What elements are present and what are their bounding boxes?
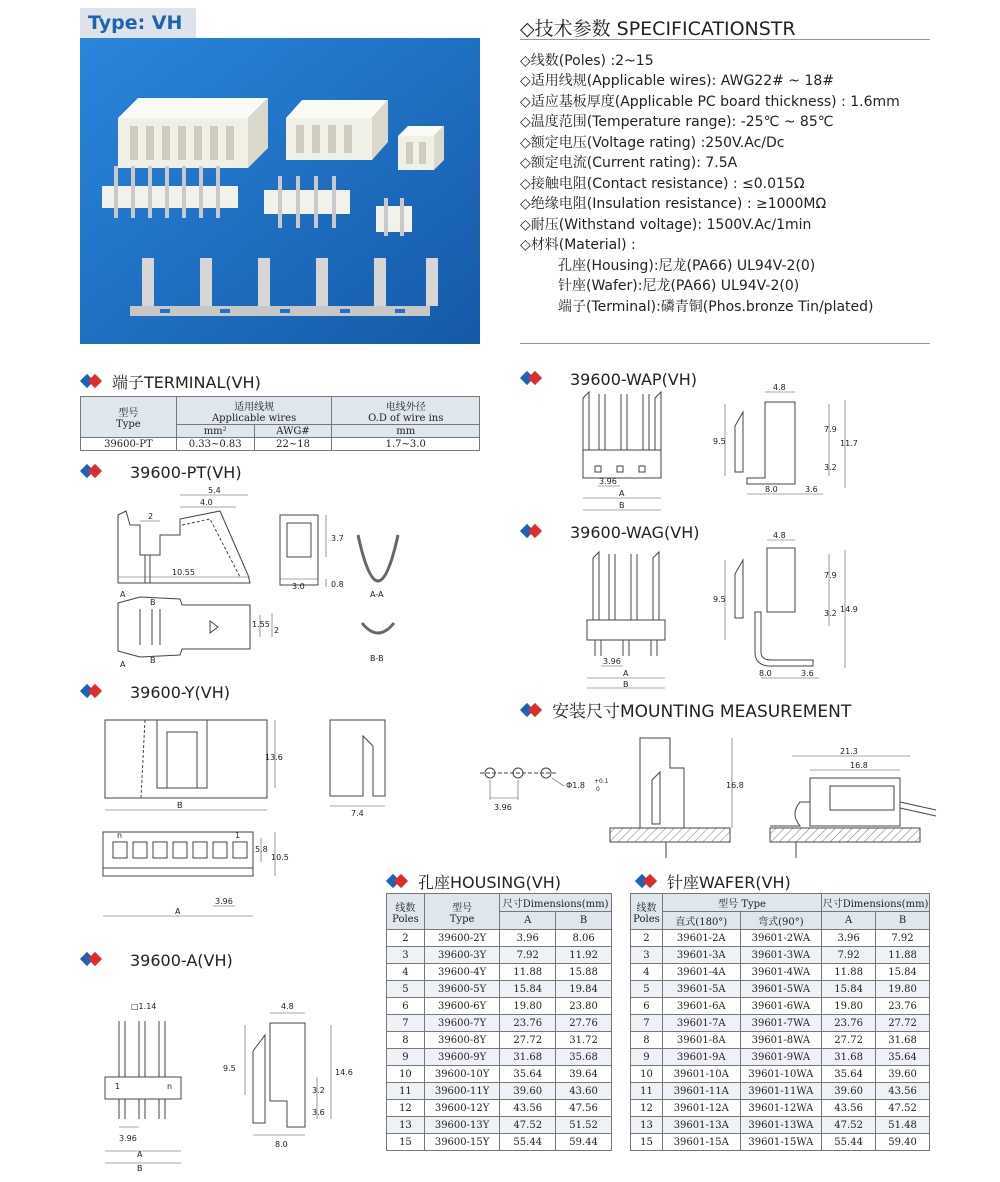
section-terminal (80, 370, 261, 393)
table-cell: 55.44 (500, 1134, 556, 1151)
table-cell: 39601-2WA (740, 930, 822, 947)
table-row: 39600-PT 0.33~0.83 22~18 1.7~3.0 (81, 438, 480, 451)
table-cell: 55.44 (822, 1134, 876, 1151)
pt-label-a-top: A (120, 590, 126, 599)
table-row (387, 947, 612, 964)
table-cell: 39601-11WA (740, 1083, 822, 1100)
wag-dim-3-6: 3.6 (801, 669, 814, 678)
table-cell: 39601-12WA (740, 1100, 822, 1117)
table-cell: 47.52 (876, 1100, 930, 1117)
table-cell: 39601-12A (662, 1100, 740, 1117)
wafer-header-type: 型号 Type (662, 894, 821, 912)
table-cell: 39600-3Y (424, 947, 499, 964)
terminal-table (80, 396, 480, 451)
pt-label-a-bottom: A (120, 660, 126, 669)
table-cell: 39600-9Y (424, 1049, 499, 1066)
y-dim-13-6: 13.6 (265, 753, 283, 762)
table-row (387, 1066, 612, 1083)
spec-material-terminal: 端子(Terminal):磷青铜(Phos.bronze Tin/plated) (558, 299, 874, 315)
table-row (631, 1066, 930, 1083)
table-cell: 39601-8WA (740, 1032, 822, 1049)
spec-material-wafer: 针座(Wafer):尼龙(PA66) UL94V-2(0) (558, 278, 800, 294)
table-cell: 4 (387, 964, 425, 981)
table-cell: 35.64 (822, 1066, 876, 1083)
table-cell: 9 (387, 1049, 425, 1066)
table-cell: 39600-11Y (424, 1083, 499, 1100)
housing-header-b: B (556, 912, 612, 930)
table-cell: 2 (387, 930, 425, 947)
wafer-header-dim: 尺寸Dimensions(mm) (822, 894, 930, 912)
table-cell: 7 (631, 1015, 663, 1032)
table-cell: 15 (387, 1134, 425, 1151)
table-cell: 43.56 (822, 1100, 876, 1117)
terminal-header-mm: mm (332, 425, 480, 438)
table-cell: 15.88 (556, 964, 612, 981)
wag-dim-7-9: 7.9 (824, 571, 837, 580)
table-cell: 23.76 (876, 998, 930, 1015)
housing-table (386, 893, 612, 1151)
section-mounting-title: 安装尺寸MOUNTING MEASUREMENT (552, 702, 852, 722)
table-cell: 39601-11A (662, 1083, 740, 1100)
housing-header-a: A (500, 912, 556, 930)
table-cell: 39.60 (876, 1066, 930, 1083)
table-row (631, 1134, 930, 1151)
mount-dim-16-8b: 16.8 (850, 761, 868, 770)
table-cell: 11.88 (822, 964, 876, 981)
table-cell: 11 (387, 1083, 425, 1100)
pt-label-b-top: B (150, 598, 156, 607)
a-dim-3-6: 3.6 (312, 1108, 325, 1117)
table-cell: 7.92 (822, 947, 876, 964)
table-row (631, 964, 930, 981)
diamond-icon (80, 685, 106, 699)
table-cell: 39601-7WA (740, 1015, 822, 1032)
table-cell: 7 (387, 1015, 425, 1032)
table-cell: 39600-4Y (424, 964, 499, 981)
table-cell: 39.60 (500, 1083, 556, 1100)
a-dim-8-0: 8.0 (275, 1140, 288, 1149)
spec-item-material: ◇材料(Material) : (520, 237, 636, 253)
table-row (631, 947, 930, 964)
table-cell: 39601-5A (662, 981, 740, 998)
product-photo (80, 38, 480, 344)
table-cell: 12 (387, 1100, 425, 1117)
wap-dim-4-8: 4.8 (773, 383, 786, 392)
table-cell: 27.76 (556, 1015, 612, 1032)
table-row (387, 1049, 612, 1066)
table-cell: 39601-5WA (740, 981, 822, 998)
pt-dim-3-7: 3.7 (331, 534, 344, 543)
table-cell: 47.56 (556, 1100, 612, 1117)
table-cell: 9 (631, 1049, 663, 1066)
a-dim-3-2: 3.2 (312, 1086, 325, 1095)
table-row (631, 1083, 930, 1100)
table-cell: 43.60 (556, 1083, 612, 1100)
table-row (631, 1100, 930, 1117)
spec-item-contact: ◇接触电阻(Contact resistance) : ≤0.015Ω (520, 176, 805, 192)
table-cell: 31.68 (500, 1049, 556, 1066)
terminal-header-awg: AWG# (254, 425, 332, 438)
section-wafer-title: 针座WAFER(VH) (667, 873, 791, 892)
wafer-table (630, 893, 930, 1151)
spec-divider-bottom (520, 343, 930, 344)
table-cell: 11 (631, 1083, 663, 1100)
a-dim-1-14: □1.14 (131, 1002, 157, 1011)
table-cell: 19.80 (876, 981, 930, 998)
section-a (80, 951, 233, 970)
section-y (80, 683, 230, 702)
pt-dim-2: 2 (148, 512, 154, 521)
table-cell: 39601-3A (662, 947, 740, 964)
table-cell: 7.92 (500, 947, 556, 964)
table-cell: 39601-3WA (740, 947, 822, 964)
section-wap-title: 39600-WAP(VH) (570, 370, 698, 389)
table-cell: 39601-7A (662, 1015, 740, 1032)
table-cell: 39.60 (822, 1083, 876, 1100)
pt-dim-0-8: 0.8 (331, 580, 344, 589)
a-label-n: n (167, 1082, 173, 1091)
table-row (631, 930, 930, 947)
table-cell: 39600-5Y (424, 981, 499, 998)
table-cell: 13 (387, 1117, 425, 1134)
table-cell: 8 (387, 1032, 425, 1049)
spec-title: ◇技术参数 SPECIFICATIONSTR (520, 18, 796, 40)
wag-dim-8-0: 8.0 (759, 669, 772, 678)
y-drawing (95, 710, 395, 925)
table-cell: 39600-12Y (424, 1100, 499, 1117)
housing-header-dim: 尺寸Dimensions(mm) (500, 894, 612, 912)
a-dim-9-5: 9.5 (223, 1064, 236, 1073)
table-cell: 19.80 (500, 998, 556, 1015)
table-row (631, 1032, 930, 1049)
table-cell: 59.40 (876, 1134, 930, 1151)
a-dim-3-96: 3.96 (119, 1134, 137, 1143)
table-row (387, 1100, 612, 1117)
table-row (387, 1083, 612, 1100)
table-row (387, 1015, 612, 1032)
table-cell: 59.44 (556, 1134, 612, 1151)
wag-dim-14-9: 14.9 (840, 605, 858, 614)
table-cell: 47.52 (822, 1117, 876, 1134)
a-dim-14-6: 14.6 (335, 1068, 353, 1077)
wag-label-b: B (623, 680, 629, 689)
table-cell: 3.96 (500, 930, 556, 947)
table-cell: 39600-7Y (424, 1015, 499, 1032)
diamond-icon (80, 465, 106, 479)
table-cell: 39601-6WA (740, 998, 822, 1015)
spec-item-wires: ◇适用线规(Applicable wires): AWG22# ~ 18# (520, 73, 835, 89)
mount-dim-3-96: 3.96 (494, 803, 512, 812)
section-pt-title: 39600-PT(VH) (130, 463, 242, 482)
diamond-icon (520, 372, 546, 386)
table-row (387, 1134, 612, 1151)
wag-dim-4-8: 4.8 (773, 531, 786, 540)
table-cell: 6 (631, 998, 663, 1015)
table-cell: 39601-15A (662, 1134, 740, 1151)
table-cell: 10 (387, 1066, 425, 1083)
wafer-header-b: B (876, 912, 930, 930)
wap-dim-7-9: 7.9 (824, 425, 837, 434)
table-cell: 7.92 (876, 930, 930, 947)
table-cell: 11.88 (500, 964, 556, 981)
table-cell: 39601-6A (662, 998, 740, 1015)
table-cell: 13 (631, 1117, 663, 1134)
pt-dim-3-0: 3.0 (292, 582, 305, 591)
connector-illustration (80, 38, 480, 344)
table-cell: 39601-15WA (740, 1134, 822, 1151)
table-cell: 6 (387, 998, 425, 1015)
wag-drawing (575, 530, 870, 690)
section-housing-title: 孔座HOUSING(VH) (418, 873, 562, 892)
spec-item-current: ◇额定电流(Current rating): 7.5A (520, 155, 738, 171)
table-cell: 31.72 (556, 1032, 612, 1049)
section-y-title: 39600-Y(VH) (130, 683, 231, 702)
table-cell: 3 (387, 947, 425, 964)
spec-item-insulation: ◇绝缘电阻(Insulation resistance) : ≥1000MΩ (520, 196, 827, 212)
table-cell: 43.56 (500, 1100, 556, 1117)
table-cell: 47.52 (500, 1117, 556, 1134)
spec-divider-top (520, 39, 930, 40)
table-cell: 39601-13WA (740, 1117, 822, 1134)
table-cell: 39601-2A (662, 930, 740, 947)
wap-dim-8-0: 8.0 (765, 485, 778, 494)
table-cell: 8.06 (556, 930, 612, 947)
pt-label-bb: B-B (370, 654, 384, 663)
table-row (387, 930, 612, 947)
table-cell: 39601-10WA (740, 1066, 822, 1083)
pt-label-aa: A-A (370, 590, 384, 599)
table-row (631, 1049, 930, 1066)
wag-dim-3-96: 3.96 (603, 657, 621, 666)
section-wag-title: 39600-WAG(VH) (570, 523, 700, 542)
a-label-1: 1 (115, 1082, 121, 1091)
terminal-header-type: 型号 Type (81, 397, 177, 438)
table-row (631, 981, 930, 998)
table-cell: 39601-9A (662, 1049, 740, 1066)
table-cell: 27.72 (822, 1032, 876, 1049)
wap-dim-3-96: 3.96 (599, 477, 617, 486)
mount-dim-hole: Φ1.8 (566, 781, 586, 790)
pt-dim-4-0: 4.0 (200, 498, 213, 507)
section-housing (386, 870, 561, 893)
table-cell: 51.52 (556, 1117, 612, 1134)
section-terminal-title: 端子TERMINAL(VH) (112, 373, 261, 392)
y-label-1: 1 (235, 831, 241, 840)
table-cell: 39601-8A (662, 1032, 740, 1049)
diamond-icon (80, 953, 106, 967)
table-cell: 3.96 (822, 930, 876, 947)
table-cell: 43.56 (876, 1083, 930, 1100)
table-row (387, 1117, 612, 1134)
diamond-icon (520, 525, 546, 539)
y-label-n: n (117, 831, 123, 840)
mounting-drawing (470, 718, 940, 863)
table-cell: 39600-13Y (424, 1117, 499, 1134)
table-cell: 11.88 (876, 947, 930, 964)
table-cell: 23.76 (822, 1015, 876, 1032)
a-drawing (95, 995, 380, 1175)
y-dim-10-5: 10.5 (271, 853, 289, 862)
spec-item-temperature: ◇温度范围(Temperature range): -25℃ ~ 85℃ (520, 114, 834, 130)
table-cell: 35.64 (500, 1066, 556, 1083)
wafer-header-straight: 直式(180°) (662, 912, 740, 930)
terminal-header-mm2: mm² (176, 425, 254, 438)
table-cell: 31.68 (876, 1032, 930, 1049)
terminal-header-od: 电线外径 O.D of wire ins (332, 397, 480, 425)
table-row (387, 998, 612, 1015)
y-label-a: A (175, 907, 181, 916)
table-cell: 23.76 (500, 1015, 556, 1032)
table-row (387, 1032, 612, 1049)
table-cell: 27.72 (876, 1015, 930, 1032)
y-label-b: B (177, 801, 183, 810)
table-row (631, 1117, 930, 1134)
table-cell: 8 (631, 1032, 663, 1049)
wap-dim-3-2: 3.2 (824, 463, 837, 472)
table-cell: 15.84 (822, 981, 876, 998)
wap-drawing (575, 380, 870, 515)
table-cell: 39600-6Y (424, 998, 499, 1015)
wafer-header-a: A (822, 912, 876, 930)
table-cell: 15.84 (876, 964, 930, 981)
wafer-header-poles: 线数 Poles (631, 894, 663, 930)
wap-dim-11-7: 11.7 (840, 439, 858, 448)
table-cell: 15.84 (500, 981, 556, 998)
table-row (387, 981, 612, 998)
table-cell: 39601-9WA (740, 1049, 822, 1066)
table-cell: 27.72 (500, 1032, 556, 1049)
housing-header-type: 型号 Type (424, 894, 499, 930)
mount-dim-21-3: 21.3 (840, 747, 858, 756)
table-cell: 11.92 (556, 947, 612, 964)
section-wafer (635, 870, 791, 893)
table-cell: 3 (631, 947, 663, 964)
table-cell: 39600-2Y (424, 930, 499, 947)
pt-dim-5-4: 5.4 (208, 486, 221, 495)
diamond-icon (386, 875, 412, 889)
table-row (631, 1015, 930, 1032)
spec-material-housing: 孔座(Housing):尼龙(PA66) UL94V-2(0) (558, 258, 816, 274)
y-dim-3-96: 3.96 (215, 897, 233, 906)
table-cell: 51.48 (876, 1117, 930, 1134)
diamond-icon (80, 375, 106, 389)
table-cell: 39601-10A (662, 1066, 740, 1083)
section-pt (80, 463, 242, 482)
diamond-icon (520, 704, 546, 718)
table-cell: 23.80 (556, 998, 612, 1015)
a-dim-4-8: 4.8 (281, 1002, 294, 1011)
section-a-title: 39600-A(VH) (130, 951, 233, 970)
table-cell: 31.68 (822, 1049, 876, 1066)
table-cell: 39600-8Y (424, 1032, 499, 1049)
spec-item-withstand: ◇耐压(Withstand voltage): 1500V.Ac/1min (520, 217, 812, 233)
table-cell: 5 (631, 981, 663, 998)
type-label: Type: VH (80, 8, 196, 38)
table-cell: 19.84 (556, 981, 612, 998)
pt-dim-1-55: 1.55 (252, 620, 270, 629)
table-cell: 4 (631, 964, 663, 981)
housing-header-poles: 线数 Poles (387, 894, 425, 930)
mount-dim-tol-upper: +0.1 (594, 778, 609, 785)
table-row (631, 998, 930, 1015)
mount-dim-16-8: 16.8 (726, 781, 744, 790)
wap-label-b: B (619, 501, 625, 510)
y-dim-7-4: 7.4 (351, 809, 364, 818)
table-cell: 35.68 (556, 1049, 612, 1066)
table-cell: 10 (631, 1066, 663, 1083)
table-row (387, 964, 612, 981)
table-cell: 15 (631, 1134, 663, 1151)
diamond-icon (635, 875, 661, 889)
spec-item-voltage: ◇额定电压(Voltage rating) :250V.Ac/Dc (520, 135, 785, 151)
table-cell: 39.64 (556, 1066, 612, 1083)
wag-dim-9-5: 9.5 (713, 595, 726, 604)
wap-label-a: A (619, 489, 625, 498)
table-cell: 39601-4A (662, 964, 740, 981)
table-cell: 39601-4WA (740, 964, 822, 981)
table-cell: 39600-10Y (424, 1066, 499, 1083)
wap-dim-9-5: 9.5 (713, 437, 726, 446)
pt-dim-10-55: 10.55 (172, 568, 195, 577)
table-cell: 2 (631, 930, 663, 947)
a-label-b: B (137, 1164, 143, 1173)
wap-dim-3-6: 3.6 (805, 485, 818, 494)
table-cell: 39600-15Y (424, 1134, 499, 1151)
wag-label-a: A (623, 669, 629, 678)
table-cell: 35.64 (876, 1049, 930, 1066)
terminal-header-wires: 适用线规 Applicable wires (176, 397, 332, 425)
table-cell: 19.80 (822, 998, 876, 1015)
mount-dim-tol-lower: 0 (596, 786, 600, 793)
wag-dim-3-2: 3.2 (824, 609, 837, 618)
table-cell: 12 (631, 1100, 663, 1117)
pt-dim-2b: 2 (274, 626, 280, 635)
a-label-a: A (137, 1150, 143, 1159)
spec-item-board: ◇适应基板厚度(Applicable PC board thickness) : 1.6mm (520, 94, 900, 110)
spec-item-poles: ◇线数(Poles) :2~15 (520, 53, 654, 69)
pt-label-b-bottom: B (150, 656, 156, 665)
table-cell: 5 (387, 981, 425, 998)
table-cell: 39601-13A (662, 1117, 740, 1134)
y-dim-5-8: 5.8 (255, 845, 268, 854)
wafer-header-angle: 弯式(90°) (740, 912, 822, 930)
pt-drawing (100, 485, 440, 670)
